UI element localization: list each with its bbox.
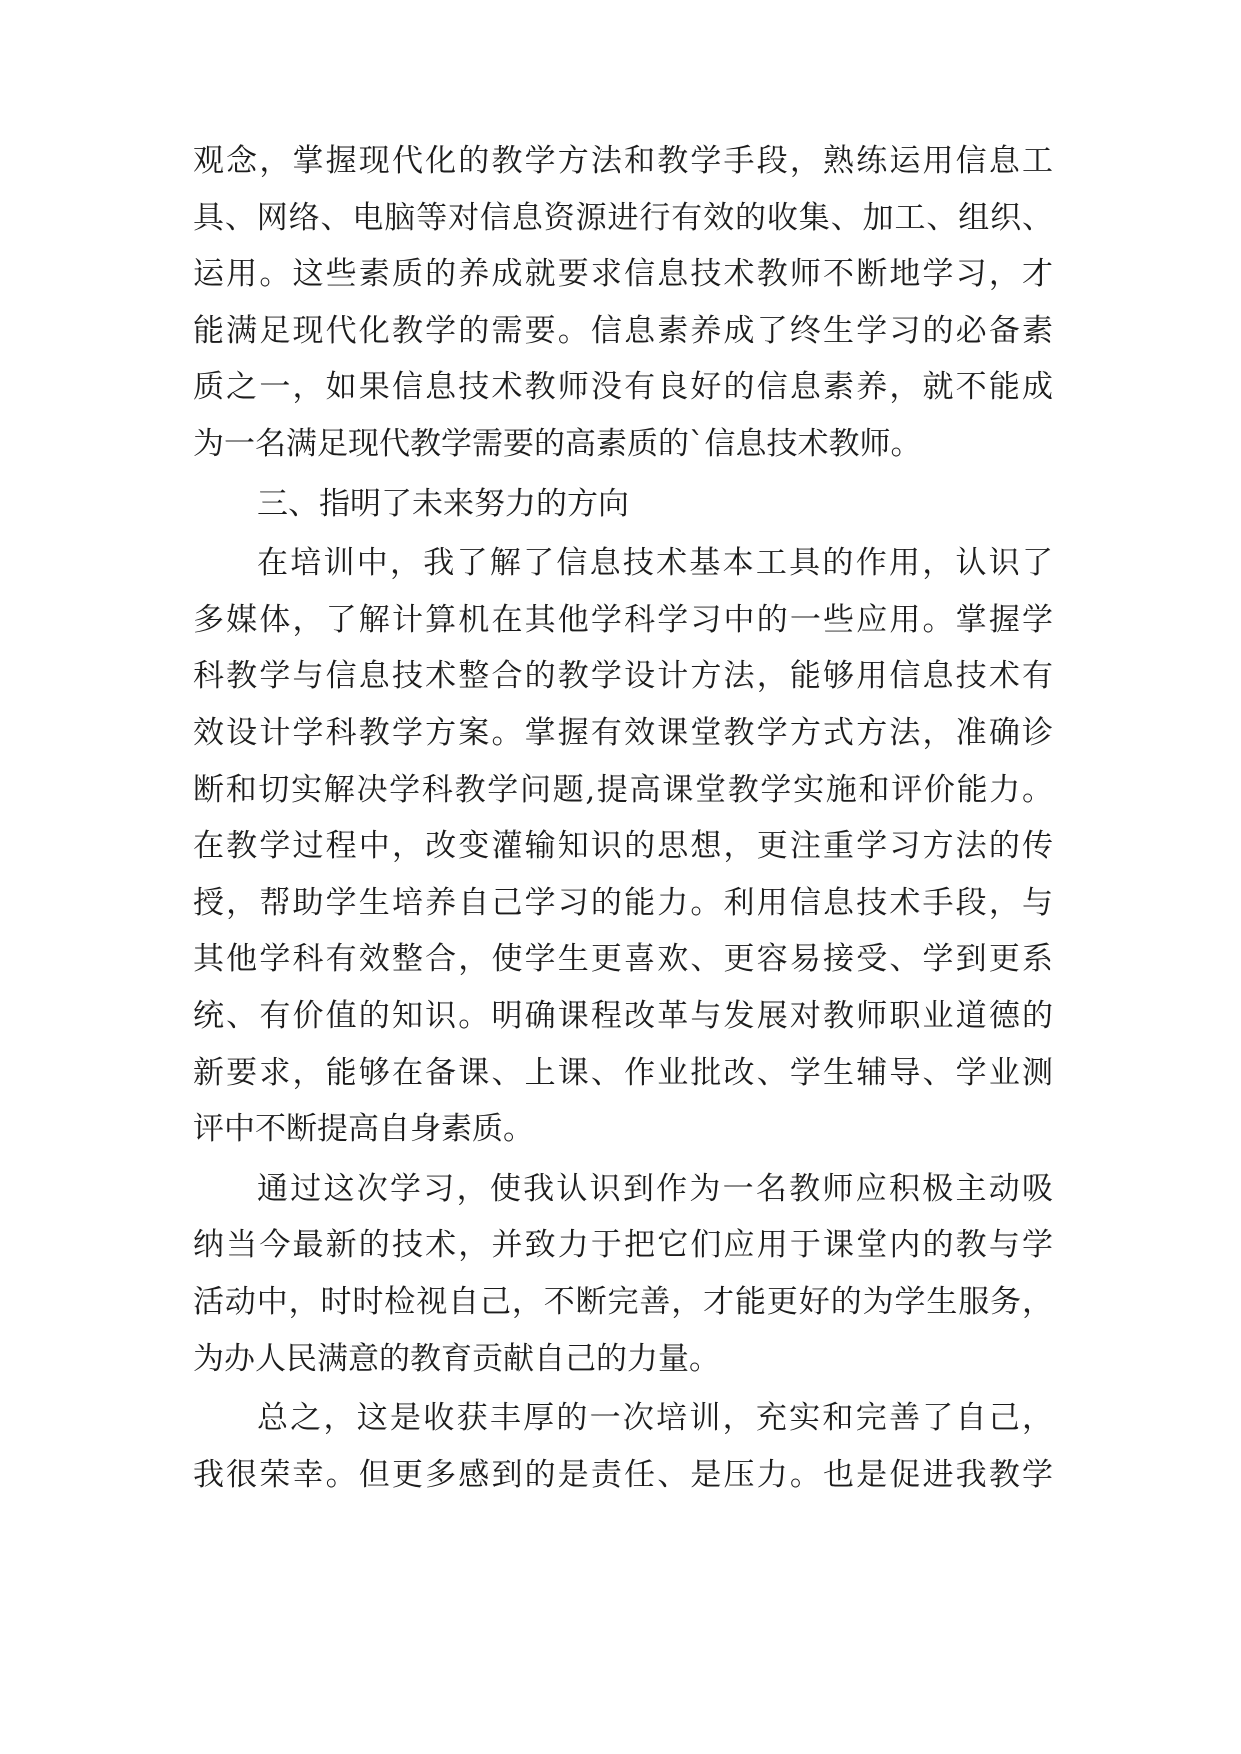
text-line: 在培训中，我了解了信息技术基本工具的作用，认识了 bbox=[257, 545, 1053, 582]
text-line: 能满足现代化教学的需要。信息素养成了终生学习的必备素 bbox=[193, 312, 1053, 349]
text-line: 多媒体，了解计算机在其他学科学习中的一些应用。掌握学 bbox=[193, 601, 1053, 638]
text-line: 效设计学科教学方案。掌握有效课堂教学方式方法，准确诊 bbox=[193, 715, 1053, 751]
text-line: 评中不断提高自身素质。 bbox=[193, 1111, 534, 1148]
text-line: 总之，这是收获丰厚的一次培训，充实和完善了自己， bbox=[257, 1400, 1053, 1437]
text-line: 统、有价值的知识。明确课程改革与发展对教师职业道德的 bbox=[193, 998, 1053, 1034]
text-line: 断和切实解决学科教学问题,提高课堂教学实施和评价能力。 bbox=[193, 771, 1053, 808]
text-line: 观念，掌握现代化的教学方法和教学手段，熟练运用信息工 bbox=[193, 143, 1053, 179]
text-line: 为一名满足现代教学需要的高素质的`信息技术教师。 bbox=[193, 426, 922, 462]
text-line: 新要求，能够在备课、上课、作业批改、学生辅导、学业测 bbox=[193, 1054, 1053, 1091]
text-line: 三、指明了未来努力的方向 bbox=[257, 485, 629, 522]
text-line: 质之一，如果信息技术教师没有良好的信息素养，就不能成 bbox=[193, 369, 1053, 406]
text-line: 具、网络、电脑等对信息资源进行有效的收集、加工、组织、 bbox=[193, 199, 1053, 236]
text-line: 其他学科有效整合，使学生更喜欢、更容易接受、学到更系 bbox=[193, 941, 1053, 978]
text-line: 科教学与信息技术整合的教学设计方法，能够用信息技术有 bbox=[193, 658, 1053, 695]
text-line: 在教学过程中，改变灌输知识的思想，更注重学习方法的传 bbox=[193, 828, 1053, 865]
text-line: 为办人民满意的教育贡献自己的力量。 bbox=[193, 1340, 720, 1377]
text-line: 授，帮助学生培养自己学习的能力。利用信息技术手段，与 bbox=[193, 884, 1053, 921]
text-line: 通过这次学习，使我认识到作为一名教师应积极主动吸 bbox=[257, 1170, 1053, 1207]
text-line: 我很荣幸。但更多感到的是责任、是压力。也是促进我教学 bbox=[193, 1456, 1053, 1493]
text-line: 运用。这些素质的养成就要求信息技术教师不断地学习，才 bbox=[193, 256, 1053, 293]
text-line: 纳当今最新的技术，并致力于把它们应用于课堂内的教与学 bbox=[193, 1227, 1053, 1264]
text-line: 活动中，时时检视自己，不断完善，才能更好的为学生服务， bbox=[193, 1284, 1053, 1320]
